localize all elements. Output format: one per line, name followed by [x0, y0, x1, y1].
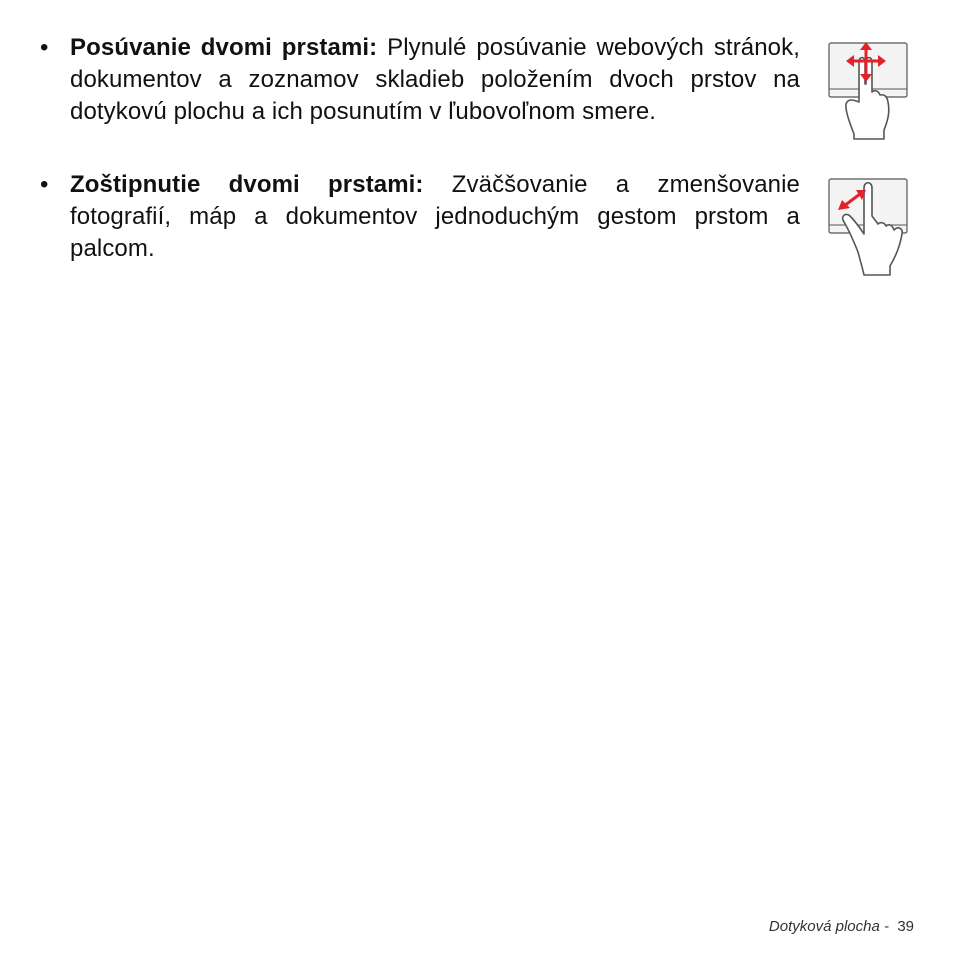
page-number: 39	[897, 918, 914, 935]
page-footer	[769, 918, 914, 935]
item-term: Posúvanie dvomi prstami:	[70, 34, 378, 61]
item-description: Plynulé posúvanie webových stránok, dokumentov a zoznamov skladieb položením dvoch prstov na dotykovú plochu a ich posunutím v ľubovoľnom smere.	[70, 34, 800, 125]
item-paragraph	[70, 32, 800, 128]
bullet: •	[40, 34, 49, 61]
footer-section: Dotyková plocha -	[768, 918, 898, 935]
two-finger-scroll-icon	[826, 40, 910, 140]
bullet: •	[40, 171, 49, 198]
pinch-zoom-icon	[826, 176, 910, 276]
item-paragraph	[70, 169, 800, 265]
item-description: Zväčšovanie a zmenšovanie fotografií, máp a dokumentov jednoduchým gestom prstom a palcom.	[70, 171, 800, 262]
item-term: Zoštipnutie dvomi prstami:	[70, 171, 424, 198]
